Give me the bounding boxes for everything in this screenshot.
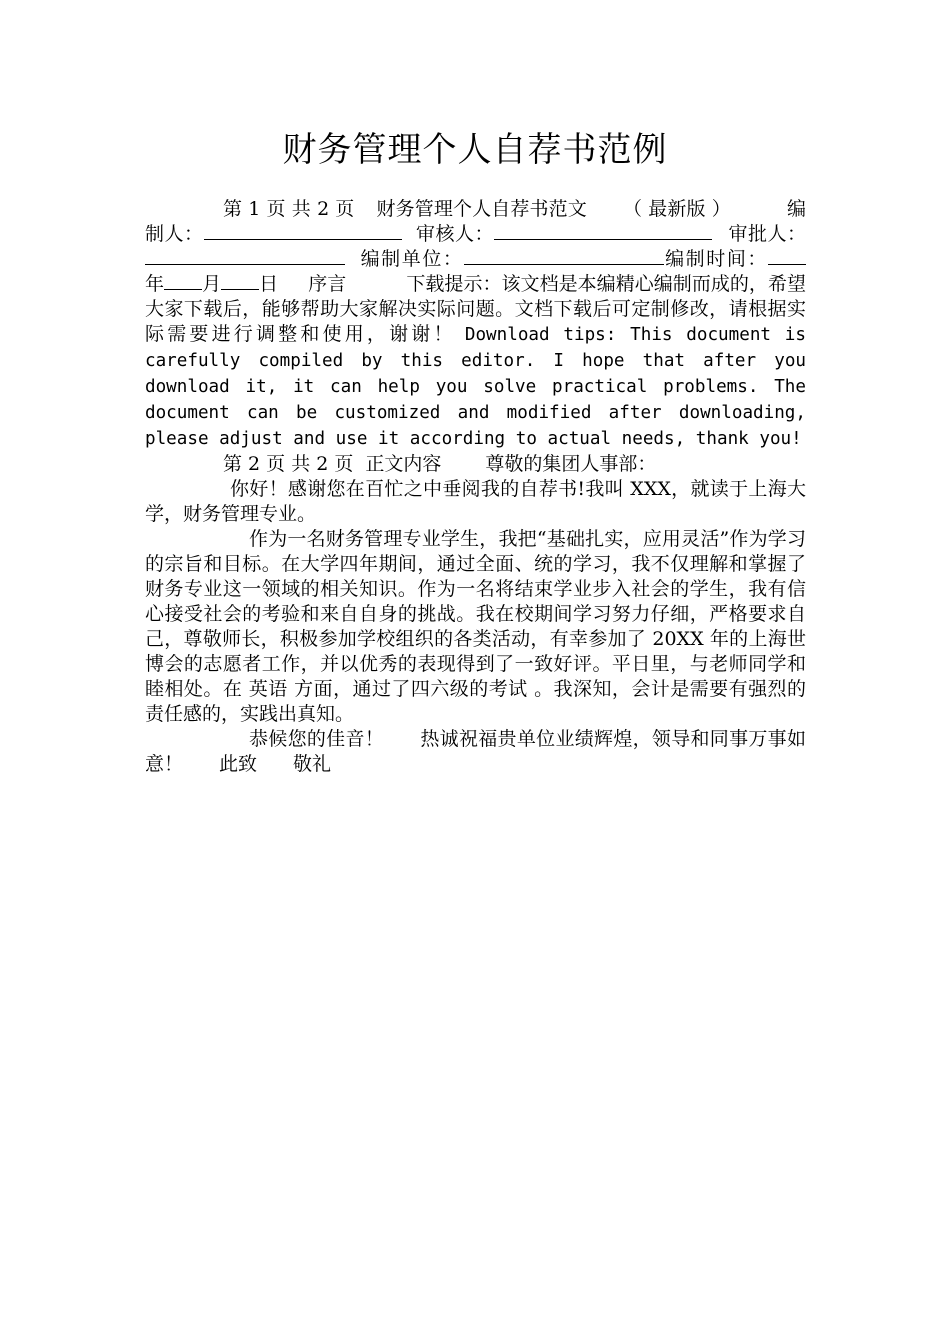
salutation: 尊敬的集团人事部： bbox=[485, 453, 657, 475]
download-tip-cn: 下载提示：该文档是本编精心编制而成的，希望大家下载后，能够帮助大家解决实际问题。文档下载后可定制修改，请根据实际需要进行调整和使用，谢谢！ bbox=[145, 273, 806, 345]
closing-salute: 敬礼 bbox=[293, 753, 332, 775]
page-marker-1: 第 1 页 共 2 页 bbox=[223, 198, 355, 220]
day-blank bbox=[221, 272, 259, 290]
download-tip-en: Download tips: This document is carefully compiled by this editor. I hope that after you download it, it can help you solve practical problems. The document can be customized and modified after downloading, please adjust and use it according to actual needs, thank you! bbox=[145, 325, 806, 449]
unit-blank bbox=[464, 247, 664, 265]
reviewer-blank bbox=[494, 222, 694, 240]
doc-name: 财务管理个人自荐书范文 bbox=[376, 198, 587, 220]
approver-label: 审批人： bbox=[727, 223, 806, 245]
approver-blank bbox=[145, 247, 345, 265]
preface-label: 序言 bbox=[308, 273, 347, 295]
unit-label: 编制单位： bbox=[359, 248, 464, 270]
month-label: 月 bbox=[202, 273, 222, 295]
header-block bbox=[145, 197, 806, 452]
editor-blank bbox=[204, 222, 402, 240]
version-label: （ 最新版 ） bbox=[622, 198, 731, 220]
paragraph-intro: 你好！感谢您在百忙之中垂阅我的自荐书!我叫 XXX，就读于上海大学，财务管理专业。 bbox=[145, 478, 806, 525]
closing-block bbox=[145, 727, 806, 777]
closing-regards: 此致 bbox=[219, 753, 258, 775]
reviewer-label: 审核人： bbox=[415, 223, 494, 245]
day-label: 日 bbox=[259, 273, 279, 295]
document-body bbox=[145, 197, 806, 777]
time-label: 编制时间： bbox=[663, 248, 768, 270]
closing-await: 恭候您的佳音！ bbox=[249, 728, 385, 750]
page-marker-2: 第 2 页 共 2 页 bbox=[223, 453, 354, 475]
section-2-heading bbox=[145, 452, 806, 477]
reviewer-blank-cont bbox=[694, 222, 712, 240]
year-blank bbox=[768, 247, 806, 265]
document-title: 财务管理个人自荐书范例 bbox=[282, 130, 668, 170]
month-blank bbox=[164, 272, 202, 290]
closing-wish: 热诚祝福贵单位业绩辉煌，领导和同事万事如意！ bbox=[145, 728, 806, 775]
editor-label: 编制人： bbox=[145, 198, 806, 245]
paragraph-main: 作为一名财务管理专业学生，我把“基础扎实，应用灵活”作为学习的宗旨和目标。在大学四年期间，通过全面、统的学习，我不仅理解和掌握了财务专业这一领域的相关知识。作为一名将结束学业步入社会的学生，我有信心接受社会的考验和来自自身的挑战。我在校期间学习努力仔细，严格要求自己，尊敬师长，积极参加学校组织的各类活动，有幸参加了 20XX 年的上海世博会的志愿者工作，并以优秀的表现得到了一致好评。平日里，与老师同学和睦相处。在 英语 方面，通过了四六级的考试 。我深知，会计是需要有强烈的责任感的，实践出真知。 bbox=[145, 528, 806, 725]
body-label: 正文内容 bbox=[365, 453, 442, 475]
year-label: 年 bbox=[145, 273, 165, 295]
